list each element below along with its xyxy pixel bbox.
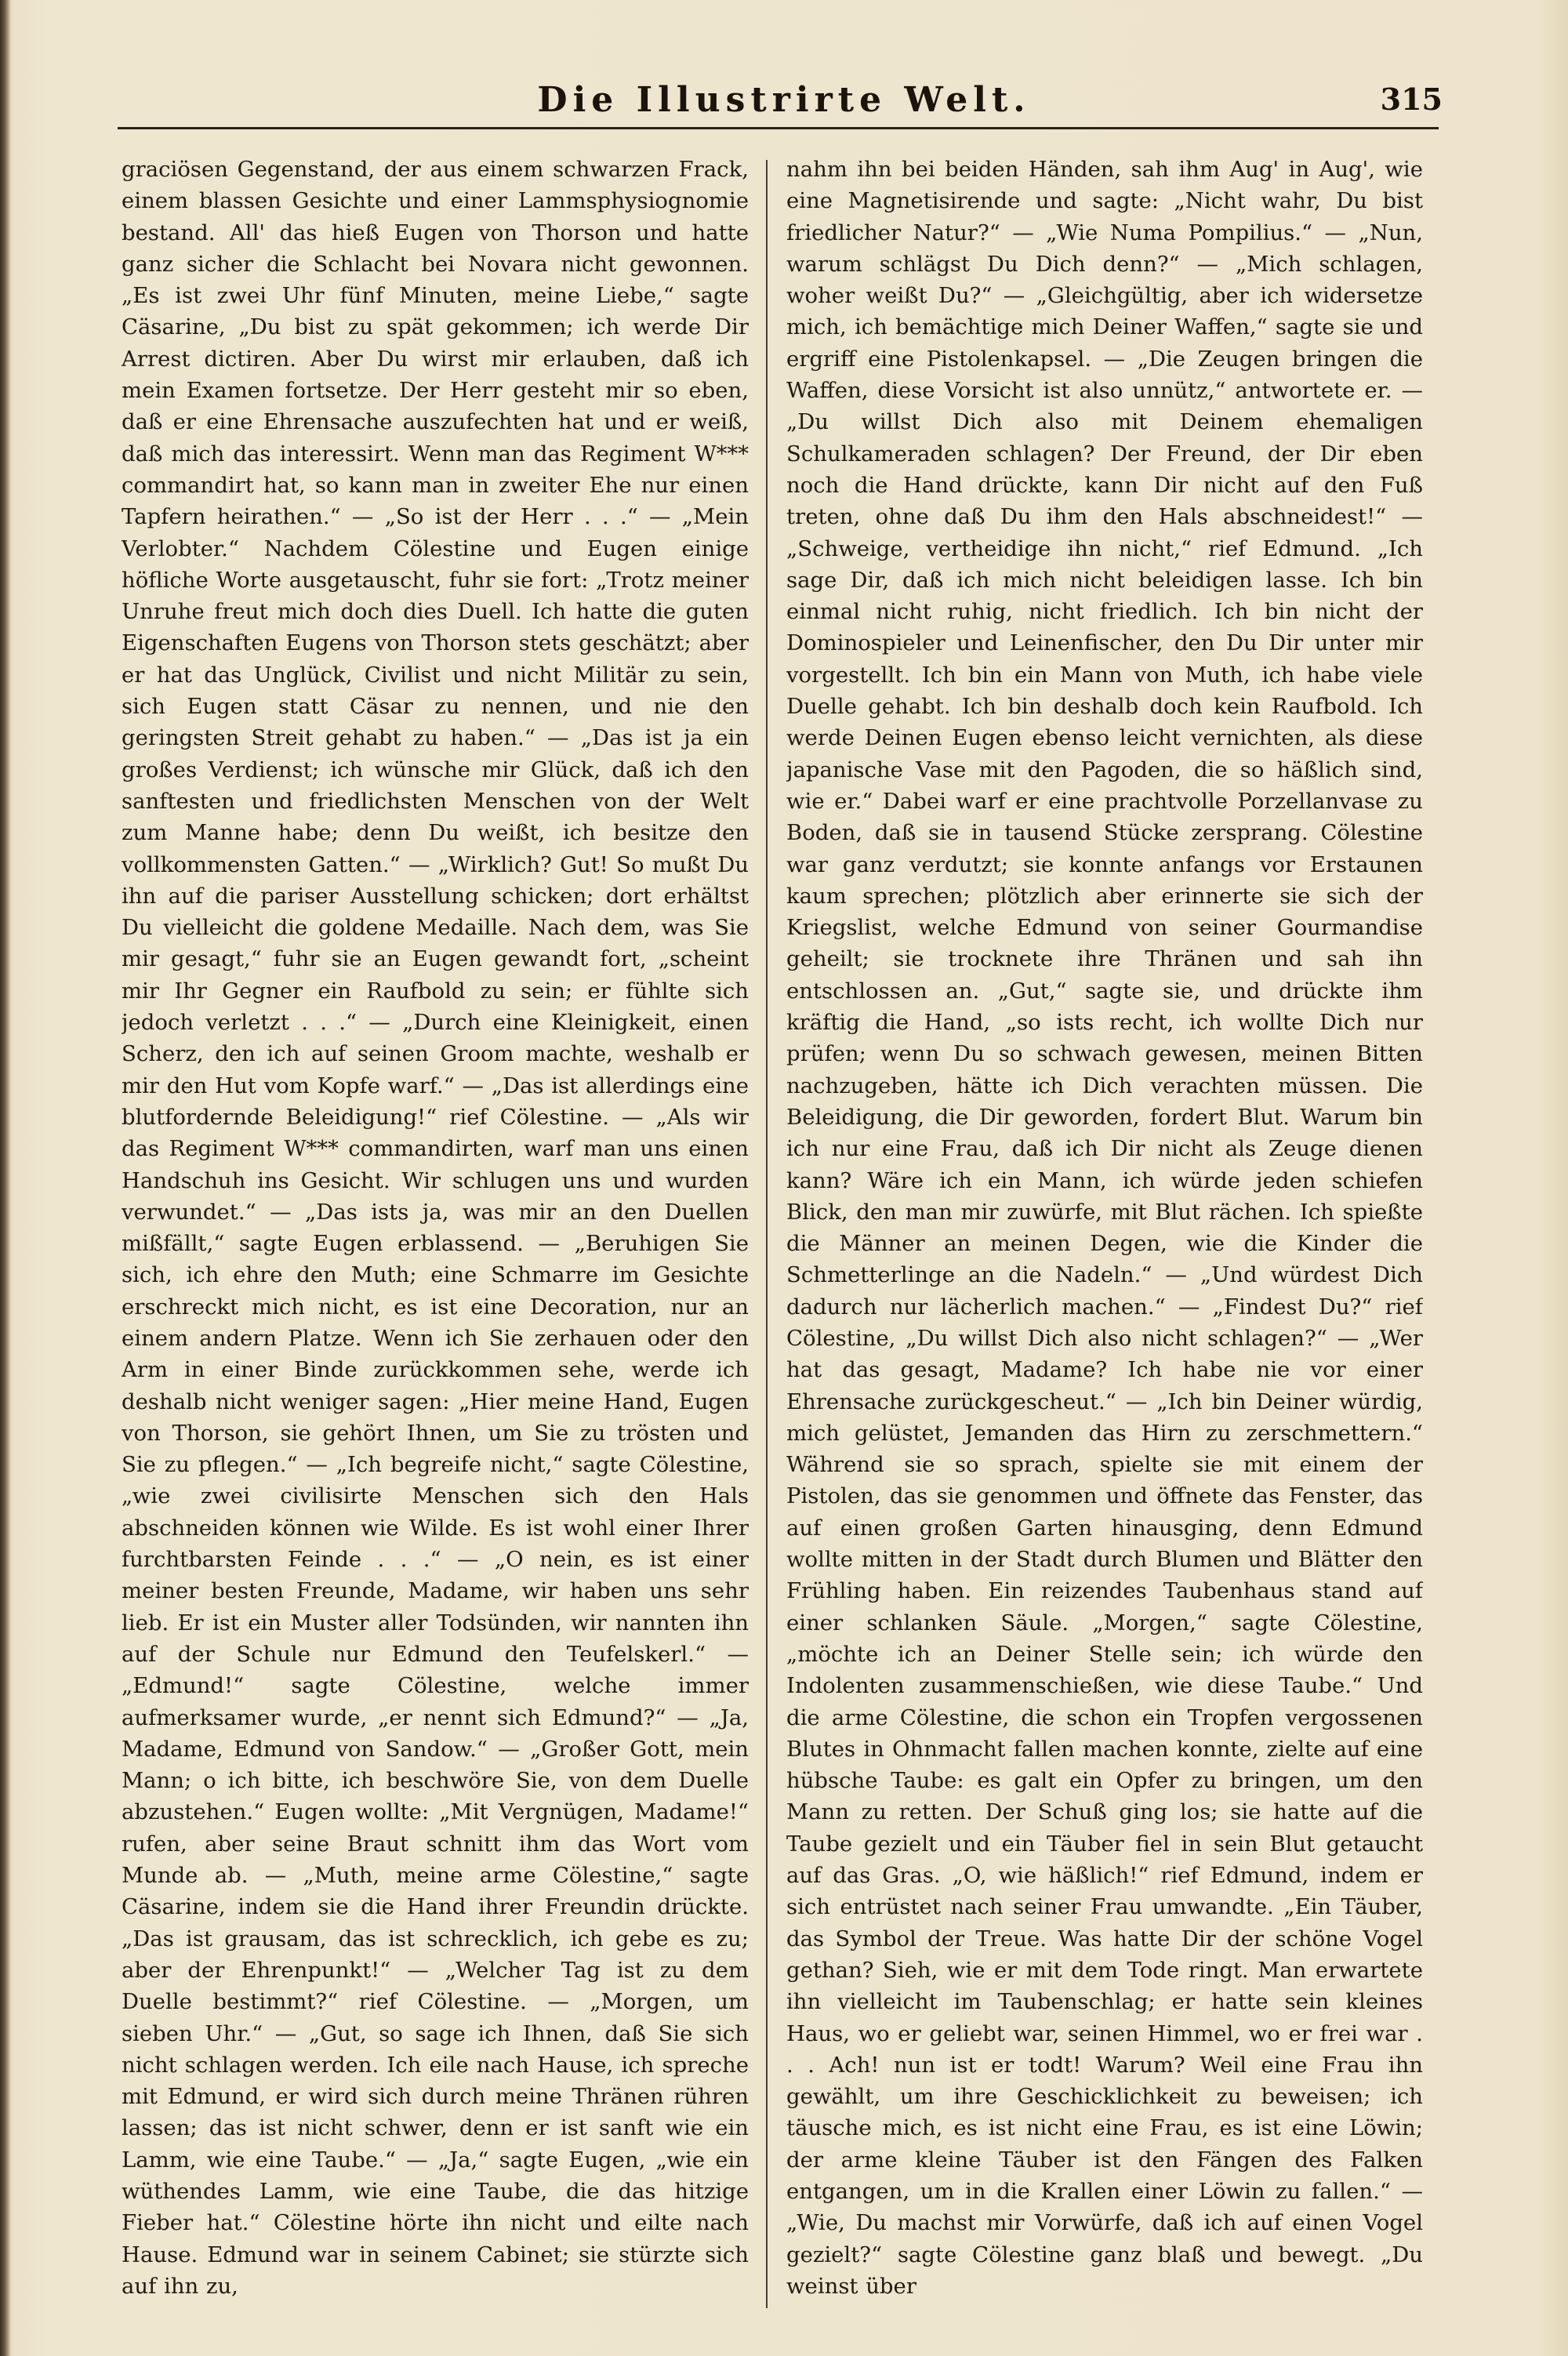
- page-number: 315: [1380, 82, 1443, 117]
- running-title: Die Illustrirte Welt.: [537, 80, 1031, 120]
- header-rule: [118, 127, 1439, 129]
- left-column: [122, 154, 749, 2325]
- right-column-text: nahm ihn bei beiden Händen, sah ihm Aug' in Aug', wie eine Magnetisirende und sagte: „Nicht wahr, Du bist friedlicher Natur?“ — „Wie Numa Pompilius.“ — „Nun, warum schlägst Du Dich denn?“ — „Mich schlagen, woher weißt Du?“ — „Gleichgültig, aber ich widersetze mich, ich bemächtige mich Deiner Waffen,“ sagte sie und ergriff eine Pistolenkapsel. — „Die Zeugen bringen die Waffen, diese Vorsicht ist also unnütz,“ antwortete er. — „Du willst Dich also mit Deinem ehemaligen Schulkameraden schlagen? Der Freund, der Dir eben noch die Hand drückte, kann Dir nicht auf den Fuß treten, ohne daß Du ihm den Hals abschneidest!“ — „Schweige, vertheidige ihn nicht,“ rief Edmund. „Ich sage Dir, daß ich mich nicht beleidigen lasse. Ich bin einmal nicht ruhig, nicht friedlich. Ich bin nicht der Dominospieler und Leinenfischer, den Du Dir unter mir vorgestellt. Ich bin ein Mann von Muth, ich habe viele Duelle gehabt. Ich bin deshalb doch kein Raufbold. Ich werde Deinen Eugen ebenso leicht vernichten, als diese japanische Vase mit den Pagoden, die so häßlich sind, wie er.“ Dabei warf er eine prachtvolle Porzellanvase zu Boden, daß sie in tausend Stücke zersprang. Cölestine war ganz verdutzt; sie konnte anfangs vor Erstaunen kaum sprechen; plötzlich aber erinnerte sie sich der Kriegslist, welche Edmund von seiner Gourmandise geheilt; sie trocknete ihre Thränen und sah ihn entschlossen an. „Gut,“ sagte sie, und drückte ihm kräftig die Hand, „so ists recht, ich wollte Dich nur prüfen; wenn Du so schwach gewesen, meinen Bitten nachzugeben, hätte ich Dich verachten müssen. Die Beleidigung, die Dir geworden, fordert Blut. Warum bin ich nur eine Frau, daß ich Dir nicht als Zeuge dienen kann? Wäre ich ein Mann, ich würde jeden schiefen Blick, den man mir zuwürfe, mit Blut rächen. Ich spießte die Männer an meinen Degen, wie die Kinder die Schmetterlinge an die Nadeln.“ — „Und würdest Dich dadurch nur lächerlich machen.“ — „Findest Du?“ rief Cölestine, „Du willst Dich also nicht schlagen?“ — „Wer hat das gesagt, Madame? Ich habe nie vor einer Ehrensache zurückgescheut.“ — „Ich bin Deiner würdig, mich gelüstet, Jemanden das Hirn zu zerschmettern.“ Während sie so sprach, spielte sie mit einem der Pistolen, das sie genommen und öffnete das Fenster, das auf einen großen Garten hinausging, denn Edmund wollte mitten in der Stadt durch Blumen und Blätter den Frühling haben. Ein reizendes Taubenhaus stand auf einer schlanken Säule. „Morgen,“ sagte Cölestine, „möchte ich an Deiner Stelle sein; ich würde den Indolenten zusammenschießen, wie diese Taube.“ Und die arme Cölestine, die schon ein Tropfen vergossenen Blutes in Ohnmacht fallen machen konnte, zielte auf eine hübsche Taube: es galt ein Opfer zu bringen, um den Mann zu retten. Der Schuß ging los; sie hatte auf die Taube gezielt und ein Täuber fiel in sein Blut getaucht auf das Gras. „O, wie häßlich!“ rief Edmund, indem er sich entrüstet nach seiner Frau umwandte. „Ein Täuber, das Symbol der Treue. Was hatte Dir der schöne Vogel gethan? Sieh, wie er mit dem Tode ringt. Man erwartete ihn vielleicht im Taubenschlag; er hatte sein kleines Haus, wo er geliebt war, seinen Himmel, wo er frei war . . . Ach! nun ist er todt! Warum? Weil eine Frau ihn gewählt, um ihre Geschicklichkeit zu beweisen; ich täusche mich, es ist nicht eine Frau, es ist eine Löwin; der arme kleine Täuber ist den Fängen des Falken entgangen, um in die Krallen einer Löwin zu fallen.“ — „Wie, Du machst mir Vorwürfe, daß ich auf einen Vogel gezielt?“ sagte Cölestine ganz blaß und bewegt. „Du weinst über: [786, 157, 1423, 2299]
- page-header: [125, 72, 1443, 135]
- text-columns: [122, 154, 1439, 2325]
- left-column-text: graciösen Gegenstand, der aus einem schwarzen Frack, einem blassen Gesichte und einer Lammsphysiognomie bestand. All' das hieß Eugen von Thorson und hatte ganz sicher die Schlacht bei Novara nicht gewonnen. „Es ist zwei Uhr fünf Minuten, meine Liebe,“ sagte Cäsarine, „Du bist zu spät gekommen; ich werde Dir Arrest dictiren. Aber Du wirst mir erlauben, daß ich mein Examen fortsetze. Der Herr gesteht mir so eben, daß er eine Ehrensache auszufechten hat und er weiß, daß mich das interessirt. Wenn man das Regiment W*** commandirt hat, so kann man in zweiter Ehe nur einen Tapfern heirathen.“ — „So ist der Herr . . .“ — „Mein Verlobter.“ Nachdem Cölestine und Eugen einige höfliche Worte ausgetauscht, fuhr sie fort: „Trotz meiner Unruhe freut mich doch dies Duell. Ich hatte die guten Eigenschaften Eugens von Thorson stets geschätzt; aber er hat das Unglück, Civilist und nicht Militär zu sein, sich Eugen statt Cäsar zu nennen, und nie den geringsten Streit gehabt zu haben.“ — „Das ist ja ein großes Verdienst; ich wünsche mir Glück, daß ich den sanftesten und friedlichsten Menschen von der Welt zum Manne habe; denn Du weißt, ich besitze den vollkommensten Gatten.“ — „Wirklich? Gut! So mußt Du ihn auf die pariser Ausstellung schicken; dort erhältst Du vielleicht die goldene Medaille. Nach dem, was Sie mir gesagt,“ fuhr sie an Eugen gewandt fort, „scheint mir Ihr Gegner ein Raufbold zu sein; er fühlte sich jedoch verletzt . . .“ — „Durch eine Kleinigkeit, einen Scherz, den ich auf seinen Groom machte, weshalb er mir den Hut vom Kopfe warf.“ — „Das ist allerdings eine blutfordernde Beleidigung!“ rief Cölestine. — „Als wir das Regiment W*** commandirten, warf man uns einen Handschuh ins Gesicht. Wir schlugen uns und wurden verwundet.“ — „Das ists ja, was mir an den Duellen mißfällt,“ sagte Eugen erblassend. — „Beruhigen Sie sich, ich ehre den Muth; eine Schmarre im Gesichte erschreckt mich nicht, es ist eine Decoration, nur an einem andern Platze. Wenn ich Sie zerhauen oder den Arm in einer Binde zurückkommen sehe, werde ich deshalb nicht weniger sagen: „Hier meine Hand, Eugen von Thorson, sie gehört Ihnen, um Sie zu trösten und Sie zu pflegen.“ — „Ich begreife nicht,“ sagte Cölestine, „wie zwei civilisirte Menschen sich den Hals abschneiden können wie Wilde. Es ist wohl einer Ihrer furchtbarsten Feinde . . .“ — „O nein, es ist einer meiner besten Freunde, Madame, wir haben uns sehr lieb. Er ist ein Muster aller Todsünden, wir nannten ihn auf der Schule nur Edmund den Teufelskerl.“ — „Edmund!“ sagte Cölestine, welche immer aufmerksamer wurde, „er nennt sich Edmund?“ — „Ja, Madame, Edmund von Sandow.“ — „Großer Gott, mein Mann; o ich bitte, ich beschwöre Sie, von dem Duelle abzustehen.“ Eugen wollte: „Mit Vergnügen, Madame!“ rufen, aber seine Braut schnitt ihm das Wort vom Munde ab. — „Muth, meine arme Cölestine,“ sagte Cäsarine, indem sie die Hand ihrer Freundin drückte. „Das ist grausam, das ist schrecklich, ich gebe es zu; aber der Ehrenpunkt!“ — „Welcher Tag ist zu dem Duelle bestimmt?“ rief Cölestine. — „Morgen, um sieben Uhr.“ — „Gut, so sage ich Ihnen, daß Sie sich nicht schlagen werden. Ich eile nach Hause, ich spreche mit Edmund, er wird sich durch meine Thränen rühren lassen; das ist nicht schwer, denn er ist sanft wie ein Lamm, wie eine Taube.“ — „Ja,“ sagte Eugen, „wie ein wüthendes Lamm, wie eine Taube, die das hitzige Fieber hat.“ Cölestine hörte ihn nicht und eilte nach Hause. Edmund war in seinem Cabinet; sie stürzte sich auf ihn zu,: [122, 157, 749, 2299]
- column-divider: [766, 160, 768, 2308]
- right-column: [786, 154, 1423, 2325]
